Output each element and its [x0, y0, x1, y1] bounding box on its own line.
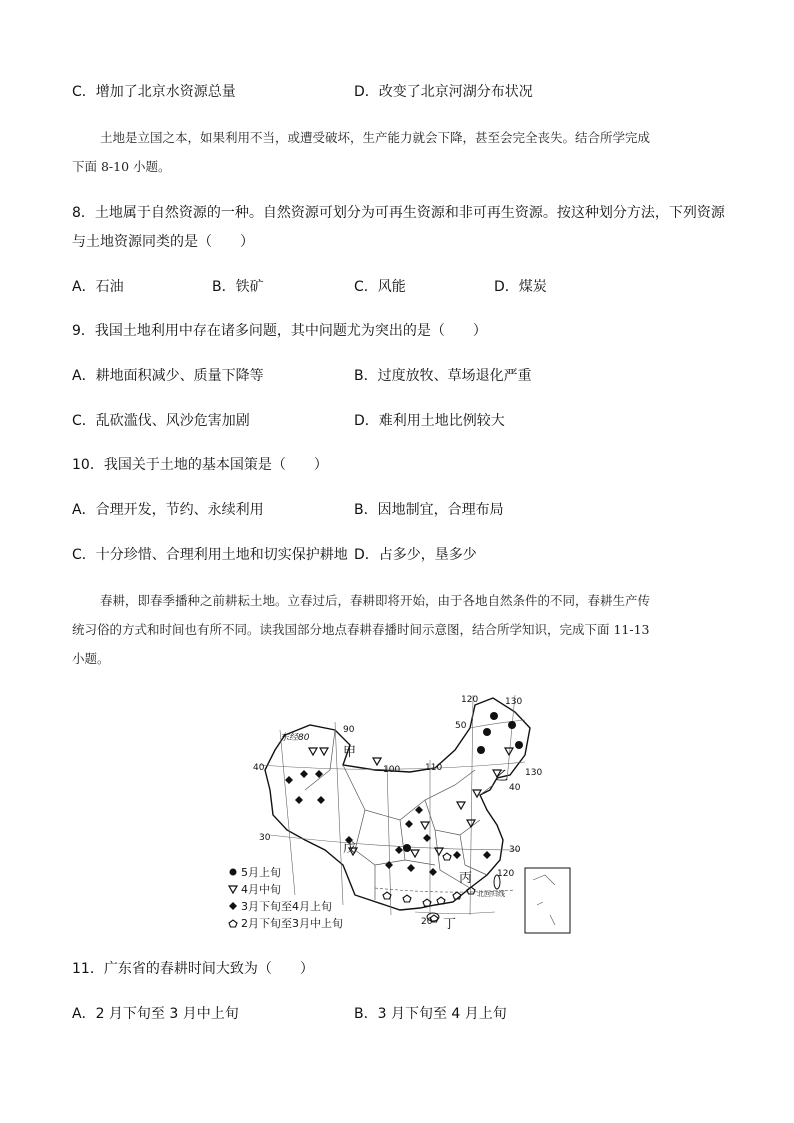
- label-lat-30-right: 30: [509, 845, 521, 855]
- legend-circle-icon: [230, 869, 237, 876]
- q10-stem: 10．我国关于土地的基本国策是（ ）: [72, 457, 328, 473]
- q11-option-a: A．2 月下旬至 3 月中上旬: [72, 1006, 239, 1022]
- map-legend: [229, 865, 343, 930]
- legend-triangle-icon: [229, 886, 237, 893]
- q10-option-c: C．十分珍惜、合理利用土地和切实保护耕地: [72, 547, 348, 563]
- passage1-line2: 下面 8-10 小题。: [72, 159, 171, 174]
- legend-late-march: 3月下旬至4月上旬: [241, 900, 332, 913]
- option-c-q7: C．增加了北京水资源总量: [72, 84, 236, 100]
- label-wu: 戊: [343, 841, 357, 856]
- label-lat-50: 50: [455, 721, 467, 731]
- label-lon-110: 110: [425, 763, 443, 773]
- q9-option-d: D．难利用土地比例较大: [354, 413, 505, 429]
- q11-option-b: B．3 月下旬至 4 月上旬: [354, 1006, 507, 1022]
- q8-option-d: D．煤炭: [494, 279, 547, 295]
- legend-mid-april: 4月中旬: [241, 883, 281, 896]
- q10-option-d: D．占多少，垦多少: [354, 547, 477, 563]
- label-lon-100: 100: [383, 765, 401, 775]
- label-jia: 甲: [343, 745, 357, 760]
- label-tropic: 北回归线: [477, 890, 505, 898]
- label-lon-90: 90: [343, 725, 355, 735]
- q9-option-c: C．乱砍滥伐、风沙危害加剧: [72, 413, 250, 429]
- label-lon-120-top: 120: [461, 695, 479, 705]
- legend-diamond-icon: [229, 902, 237, 910]
- q10-option-b: B．因地制宜，合理布局: [354, 502, 504, 518]
- q9-option-a: A．耕地面积减少、质量下降等: [72, 368, 264, 384]
- q8-stem-line2: 与土地资源同类的是（ ）: [72, 234, 254, 250]
- label-lat-40-left: 40: [253, 763, 265, 773]
- label-lat-20: 20: [421, 917, 433, 927]
- legend-late-feb: 2月下旬至3月中上旬: [241, 917, 343, 930]
- label-east-longitude: 东经80: [280, 733, 310, 743]
- china-map-svg: [225, 690, 575, 940]
- q8-option-a: A．石油: [72, 279, 124, 295]
- q9-option-b: B．过度放牧、草场退化严重: [354, 368, 532, 384]
- passage2-line1: 春耕，即春季播种之前耕耘土地。立春过后，春耕即将开始，由于各地自然条件的不同，春耕生产传: [100, 593, 651, 608]
- legend-early-may: 5月上旬: [241, 866, 281, 879]
- label-lon-120-bottom: 120: [497, 869, 515, 879]
- label-lat-40-right: 40: [509, 783, 521, 793]
- q8-option-b: B．铁矿: [212, 279, 264, 295]
- passage2-line2: 统习俗的方式和时间也有所不同。读我国部分地点春耕春播时间示意图，结合所学知识，完成下面 11-13: [72, 622, 650, 637]
- spring-ploughing-map: [225, 690, 575, 940]
- q11-stem: 11．广东省的春耕时间大致为（ ）: [72, 961, 314, 977]
- label-yi: 乙: [495, 769, 509, 784]
- legend-pentagon-icon: [229, 920, 237, 927]
- label-lon-130-right: 130: [525, 768, 543, 778]
- q10-option-a: A．合理开发，节约、永续利用: [72, 502, 264, 518]
- option-d-q7: D．改变了北京河湖分布状况: [354, 84, 533, 100]
- passage1-line1: 土地是立国之本，如果利用不当，或遭受破坏，生产能力就会下降，甚至会完全丧失。结合所学完成: [100, 130, 651, 145]
- q8-option-c: C．风能: [354, 279, 406, 295]
- passage2-line3: 小题。: [72, 651, 110, 666]
- q9-stem: 9．我国土地利用中存在诸多问题，其中问题尤为突出的是（ ）: [72, 323, 487, 339]
- q8-stem-line1: 8．土地属于自然资源的一种。自然资源可划分为可再生资源和非可再生资源。按这种划分方法，下列资源: [72, 205, 725, 221]
- label-bing: 丙: [459, 871, 473, 886]
- markers-late-feb-mid-march: [383, 853, 475, 922]
- label-ding: 丁: [443, 917, 457, 932]
- label-lat-30-left: 30: [259, 833, 271, 843]
- label-lon-130: 130: [505, 697, 523, 707]
- markers-late-march-early-april: [285, 770, 491, 876]
- markers-mid-april: [309, 748, 513, 857]
